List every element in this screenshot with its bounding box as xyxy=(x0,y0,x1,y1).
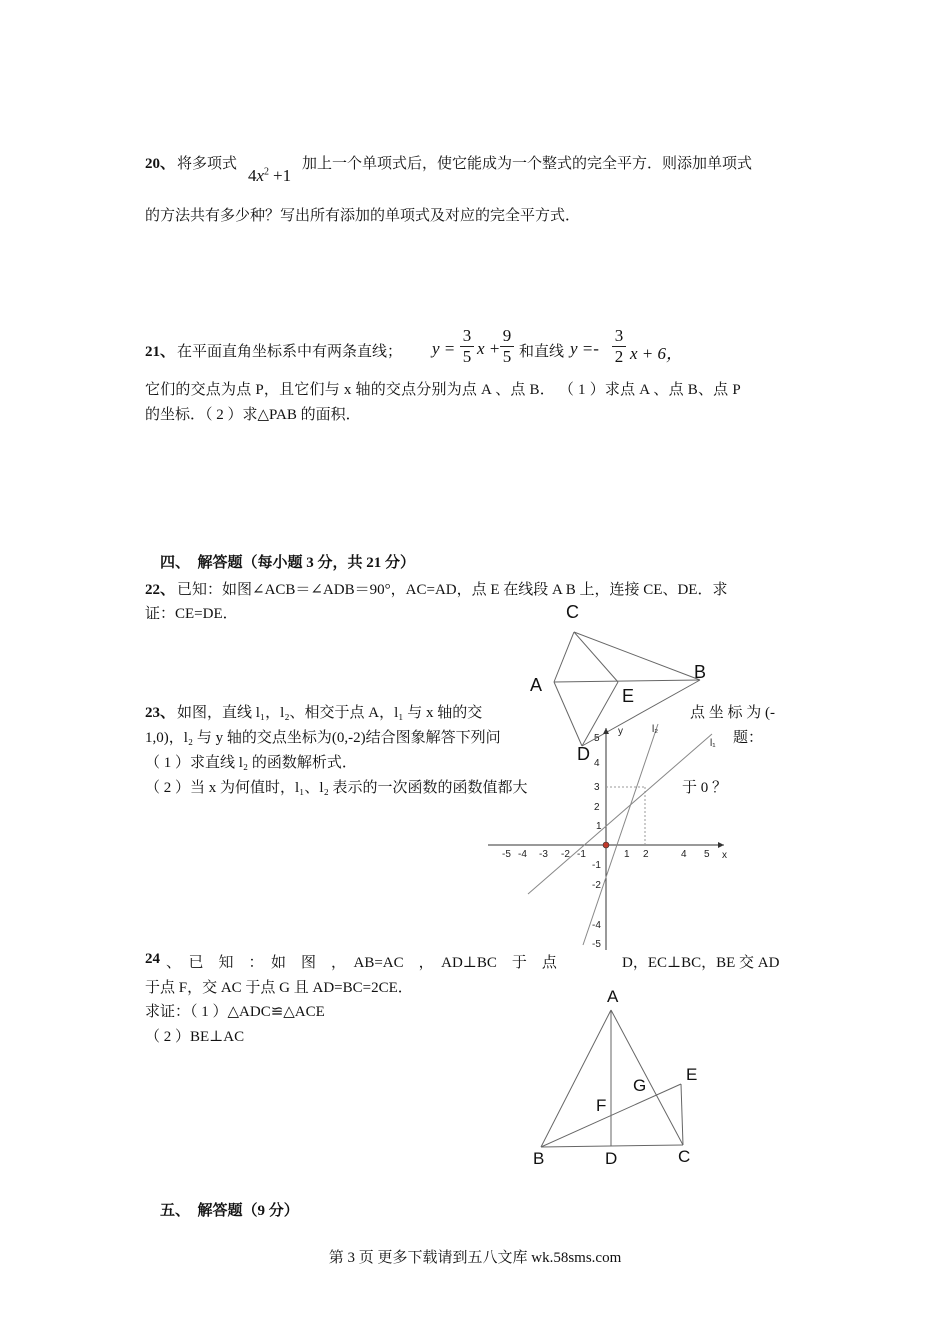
q22-label-d: D xyxy=(577,744,590,764)
x-tick: 4 xyxy=(681,849,687,860)
edge-ce xyxy=(574,632,618,682)
y-tick: -1 xyxy=(592,860,601,871)
y-tick: 5 xyxy=(594,733,600,744)
y-tick: -4 xyxy=(592,920,601,931)
q24-label-f: F xyxy=(596,1096,607,1115)
q23-line4b: 于 0 ？ xyxy=(682,780,728,796)
q20-line2: 的方法共有多少种？写出所有添加的单项式及对应的完全平方式． xyxy=(145,208,581,224)
y-tick: 4 xyxy=(594,758,600,769)
q21-eq2-rest: x + 6， xyxy=(630,344,684,363)
y-axis-label: y xyxy=(618,726,623,737)
q20-text-b: 加上一个单项式后，使它能成为一个整式的完全平方．则添加单项式 xyxy=(302,156,753,172)
q24-line1b: D，EC⊥BC，BE 交 AD xyxy=(622,955,780,971)
y-tick: -5 xyxy=(592,939,601,950)
poly-rest: +1 xyxy=(273,166,292,185)
edge-ac xyxy=(554,632,574,682)
l2-label: l₂ xyxy=(652,724,659,735)
q23-line2b: 题： xyxy=(733,730,764,746)
frac2-num: 9 xyxy=(502,326,512,345)
q21-eq1-frac2 xyxy=(500,326,514,367)
q22-label-c: C xyxy=(566,602,579,622)
line-l1 xyxy=(528,734,712,894)
x-tick: -5 xyxy=(502,849,511,860)
q22-number: 22、 xyxy=(145,582,176,598)
q24-line1a: 、 已 知 ： 如 图 ， AB=AC ， AD⊥BC 于 点 xyxy=(166,955,557,971)
y-tick: 3 xyxy=(594,782,600,793)
q21-number: 21、 xyxy=(145,344,176,360)
x-tick: 1 xyxy=(624,849,630,860)
edge-ec xyxy=(681,1084,683,1145)
edge-ac xyxy=(611,1010,683,1145)
q22-label-b: B xyxy=(694,662,707,682)
x-tick: -1 xyxy=(577,849,586,860)
q24-label-d: D xyxy=(605,1149,618,1168)
x-tick: -3 xyxy=(539,849,548,860)
frac3-num: 3 xyxy=(614,326,624,345)
l1-label: l₁ xyxy=(710,738,716,749)
edge-cb xyxy=(574,632,700,680)
q22-label-e: E xyxy=(622,686,635,706)
x-tick: 5 xyxy=(704,849,710,860)
q24-label-b: B xyxy=(533,1149,545,1168)
q23-line4a: （ 2 ）当 x 为何值时，l₁、l₂ 表示的一次函数的函数值都大 xyxy=(145,780,528,796)
q24-label-e: E xyxy=(686,1065,698,1084)
origin-point xyxy=(603,842,609,848)
poly-exp: 2 xyxy=(264,166,270,178)
q23-number: 23、 xyxy=(145,705,176,721)
x-tick: 2 xyxy=(643,849,649,860)
q24-label-a: A xyxy=(607,987,619,1006)
frac2-den: 5 xyxy=(502,347,512,366)
q23-line1a: 如图，直线 l₁，l₂、相交于点 A，l₁ 与 x 轴的交 xyxy=(177,705,483,721)
q24-number: 24 xyxy=(145,951,160,967)
q24-figure xyxy=(525,984,725,1174)
q20-polynomial xyxy=(248,166,291,186)
x-axis-label: x xyxy=(722,850,727,861)
x-tick: -4 xyxy=(518,849,527,860)
q21-eq2-lhs: y =- xyxy=(570,339,599,358)
q24-line3: 求证：（ 1 ）△ADC≌△ACE xyxy=(145,1004,325,1020)
q23-line3: （ 1 ）求直线 l₂ 的函数解析式． xyxy=(145,755,357,771)
q21-eq1-lhs: y = xyxy=(432,339,456,358)
q21-line3: 的坐标．（ 2 ）求△PAB 的面积． xyxy=(145,407,361,423)
y-tick: -2 xyxy=(592,880,601,891)
y-tick: 2 xyxy=(594,802,600,813)
q24-label-g: G xyxy=(633,1076,647,1095)
q22-label-a: A xyxy=(530,675,543,695)
q21-eq1-mid: x + xyxy=(477,339,501,358)
q20-number: 20、 xyxy=(145,156,176,172)
x-tick: -2 xyxy=(561,849,570,860)
edge-ab xyxy=(554,680,700,682)
q21-and-text: 和直线 xyxy=(519,344,565,360)
q23-line2a: 1,0)，l₂ 与 y 轴的交点坐标为(0,-2)结合图象解答下列问 xyxy=(145,730,501,746)
page-footer: 第 3 页 更多下载请到五八文库 wk.58sms.com xyxy=(328,1250,622,1266)
q24-label-c: C xyxy=(678,1147,691,1166)
poly-coef: 4 xyxy=(248,166,257,185)
q23-graph xyxy=(480,718,750,963)
y-tick: 1 xyxy=(596,821,602,832)
q22-line2: 证：CE=DE． xyxy=(145,606,238,622)
frac1-den: 5 xyxy=(462,347,472,366)
poly-var: x xyxy=(256,166,265,185)
q23-line1b: 点 坐 标 为 (- xyxy=(690,705,775,721)
edge-ab xyxy=(541,1010,611,1147)
frac3-den: 2 xyxy=(614,347,624,366)
section4-title: 四、 解答题（每小题 3 分，共 21 分） xyxy=(160,555,416,571)
q21-line2: 它们的交点为点 P，且它们与 x 轴的交点分别为点 A 、点 B． （ 1 ）求点 A 、点 B、点 P xyxy=(145,382,741,398)
q21-eq2-frac xyxy=(612,326,626,367)
q21-eq1-frac1 xyxy=(460,326,474,367)
q24-line4: （ 2 ）BE⊥AC xyxy=(145,1029,245,1045)
section5-title: 五、 解答题（9 分） xyxy=(160,1203,299,1219)
q21-text-a: 在平面直角坐标系中有两条直线； xyxy=(177,344,403,360)
q20-text-a: 将多项式 xyxy=(177,156,238,172)
frac1-num: 3 xyxy=(462,326,472,345)
edge-bc xyxy=(541,1145,683,1147)
q24-line2: 于点 F，交 AC 于点 G 且 AD=BC=2CE． xyxy=(145,980,413,996)
q22-line1: 已知：如图∠ACB＝∠ADB＝90°，AC=AD，点 E 在线段 A B 上，连接 CE、DE．求 xyxy=(177,582,728,598)
